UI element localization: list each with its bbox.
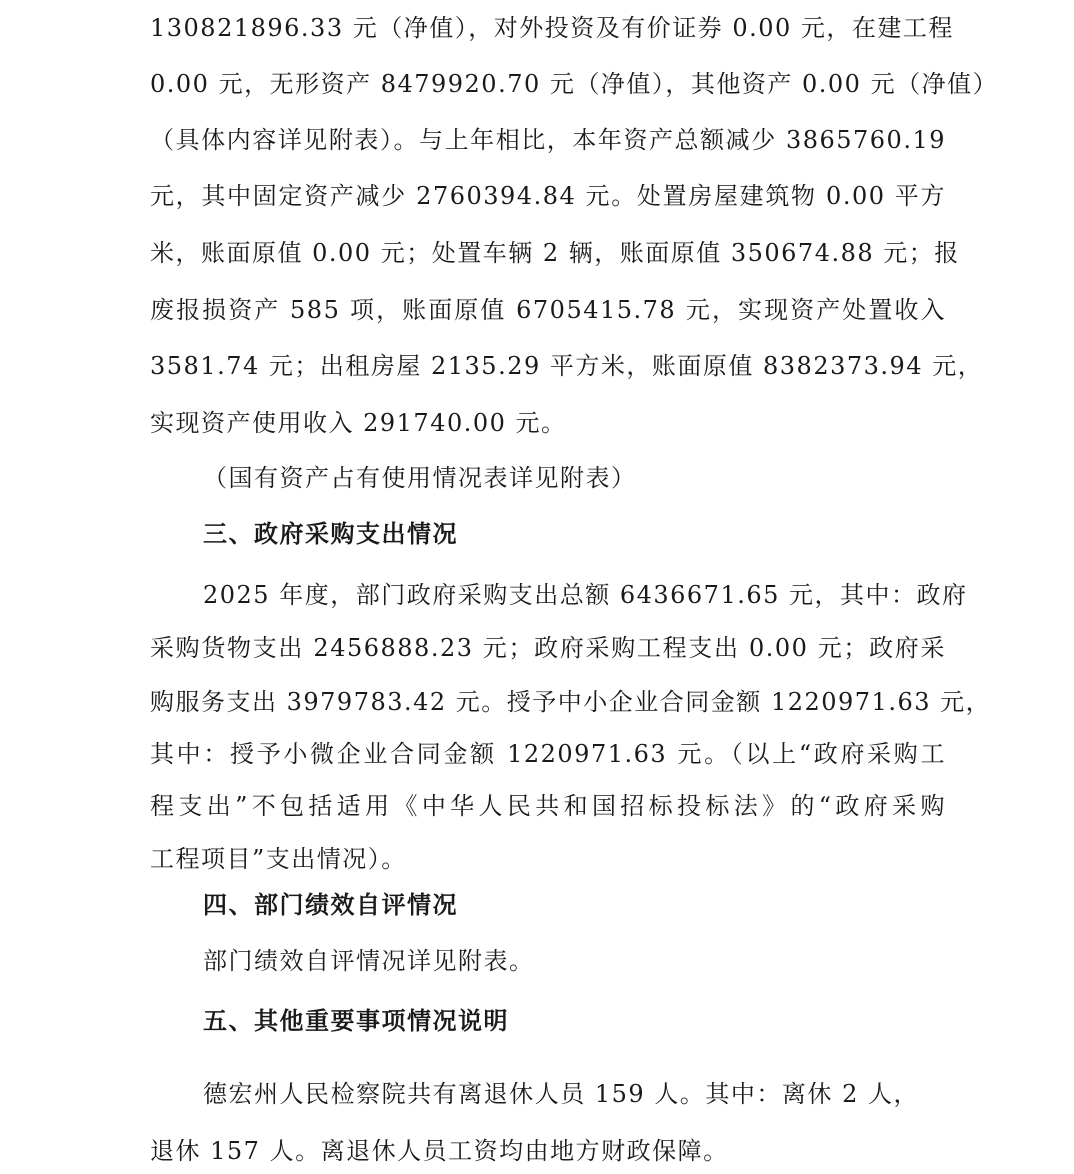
asset-line-8: 实现资产使用收入 291740.00 元。: [150, 409, 567, 437]
procurement-line-2: 采购货物支出 2456888.23 元；政府采购工程支出 0.00 元；政府采: [150, 634, 946, 662]
asset-line-3: （具体内容详见附表）。与上年相比，本年资产总额减少 3865760.19: [150, 126, 946, 154]
procurement-line-6: 工程项目”支出情况）。: [150, 845, 407, 873]
section-4-text: 部门绩效自评情况详见附表。: [203, 947, 535, 975]
asset-line-2: 0.00 元，无形资产 8479920.70 元（净值），其他资产 0.00 元（净值）: [150, 70, 999, 98]
asset-line-4: 元，其中固定资产减少 2760394.84 元。处置房屋建筑物 0.00 平方: [150, 182, 946, 210]
retirees-line-2: 退休 157 人。离退休人员工资均由地方财政保障。: [150, 1137, 729, 1165]
section-4-heading: 四、部门绩效自评情况: [203, 891, 458, 919]
procurement-line-1: 2025 年度，部门政府采购支出总额 6436671.65 元，其中：政府: [203, 581, 968, 609]
asset-line-7: 3581.74 元；出租房屋 2135.29 平方米，账面原值 8382373.94 元，: [150, 352, 984, 380]
section-5-heading: 五、其他重要事项情况说明: [203, 1007, 509, 1035]
procurement-line-4: 其中：授予小微企业合同金额 1220971.63 元。（以上“政府采购工: [150, 740, 946, 768]
asset-line-5: 米，账面原值 0.00 元；处置车辆 2 辆，账面原值 350674.88 元；报: [150, 239, 960, 267]
asset-line-1: 130821896.33 元（净值），对外投资及有价证券 0.00 元，在建工程: [150, 14, 954, 42]
procurement-line-3: 购服务支出 3979783.42 元。授予中小企业合同金额 1220971.63 元，: [150, 688, 992, 716]
retirees-line-1: 德宏州人民检察院共有离退休人员 159 人。其中：离休 2 人，: [203, 1080, 919, 1108]
asset-table-note: （国有资产占有使用情况表详见附表）: [203, 464, 637, 492]
procurement-line-5: 程支出”不包括适用《中华人民共和国招标投标法》的“政府采购: [150, 792, 946, 820]
asset-line-6: 废报损资产 585 项，账面原值 6705415.78 元，实现资产处置收入: [150, 296, 946, 324]
section-3-heading: 三、政府采购支出情况: [203, 520, 458, 548]
